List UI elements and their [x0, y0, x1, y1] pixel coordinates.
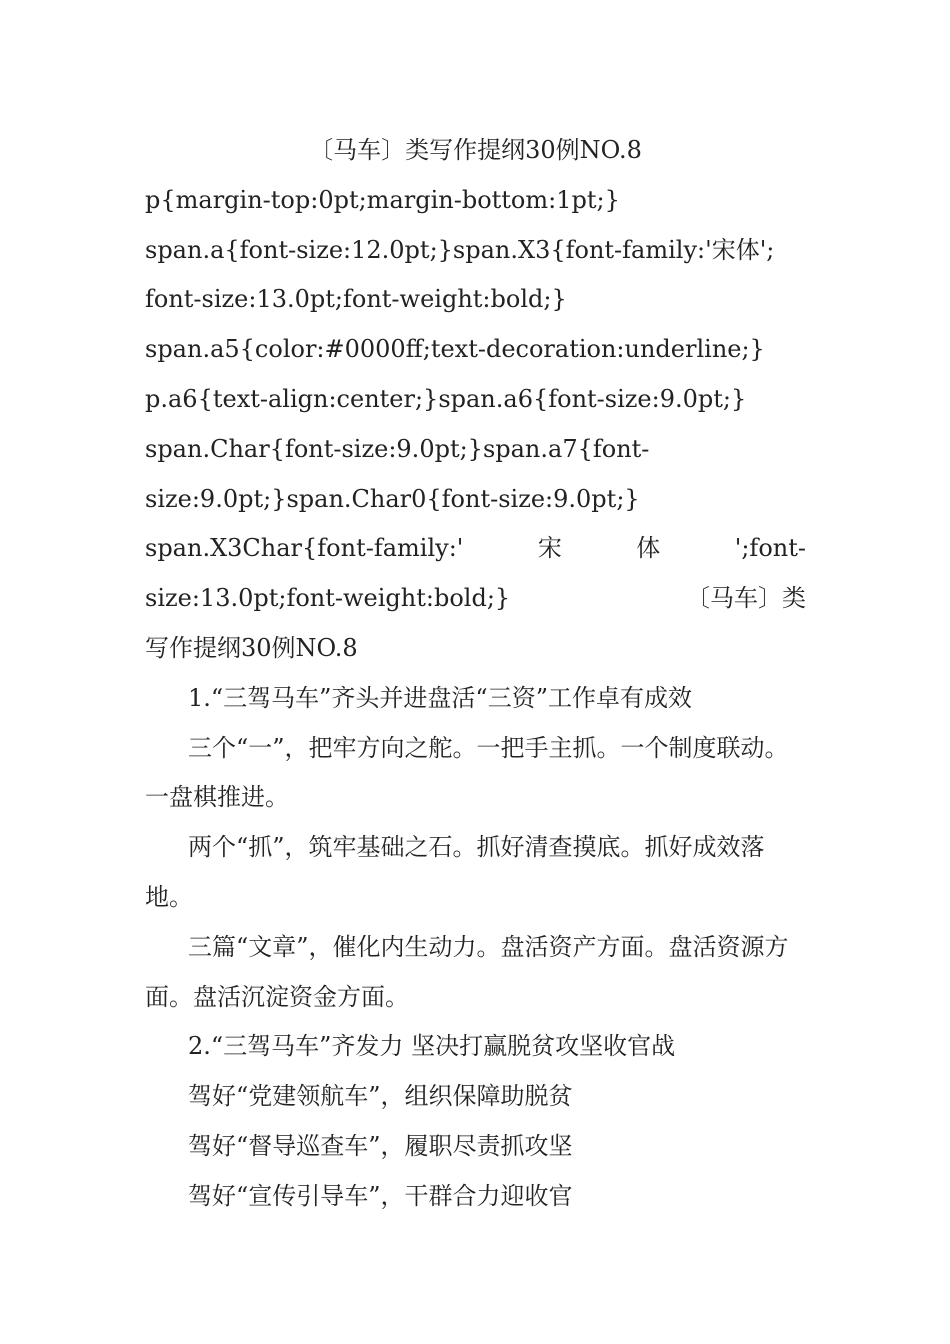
css-line: size:9.0pt;}span.Char0{font-size:9.0pt;} — [145, 484, 640, 513]
css-line: span.Char{font-size:9.0pt;}span.a7{font- — [145, 434, 650, 463]
css-line: span.a{font-size:12.0pt;}span.X3{font-family:'宋体'; — [145, 235, 775, 264]
list-item: 驾好“宣传引导车”，干群合力迎收官 — [188, 1181, 573, 1210]
css-line: p.a6{text-align:center;}span.a6{font-size:9.0pt;} — [145, 384, 747, 413]
body-paragraph: 两个“抓”，筑牢基础之石。抓好清查摸底。抓好成效落地。 — [145, 833, 765, 911]
css-line: font-size:13.0pt;font-weight:bold;} — [145, 285, 567, 314]
document-body — [145, 126, 806, 1222]
css-fragment: ';font- — [734, 534, 806, 563]
css-line: p{margin-top:0pt;margin-bottom:1pt;} — [145, 185, 620, 214]
body-paragraph: 三个“一”，把牢方向之舵。一把手主抓。一个制度联动。一盘棋推进。 — [145, 733, 789, 812]
list-item: 驾好“督导巡查车”，履职尽责抓攻坚 — [188, 1131, 573, 1160]
css-line-justified — [145, 524, 806, 574]
css-line: span.a5{color:#0000ff;text-decoration:underline;} — [145, 335, 765, 364]
css-fragment: 体 — [636, 534, 661, 563]
css-fragment: 宋 — [537, 534, 562, 563]
css-line-with-title — [145, 574, 806, 624]
title-repeat-head: 〔马车〕类 — [686, 584, 806, 613]
css-fragment: span.X3Char{font-family:' — [145, 534, 464, 563]
list-item: 驾好“党建领航车”，组织保障助脱贫 — [188, 1082, 573, 1111]
css-fragment: size:13.0pt;font-weight:bold;} — [145, 584, 511, 613]
section-heading: 2.“三驾马车”齐发力 坚决打赢脱贫攻坚收官战 — [188, 1032, 676, 1061]
document-title: 〔马车〕类写作提纲30例NO.8 — [309, 136, 642, 164]
section-heading: 1.“三驾马车”齐头并进盘活“三资”工作卓有成效 — [188, 683, 692, 712]
title-repeat-tail: 写作提纲30例NO.8 — [145, 633, 358, 662]
body-paragraph: 三篇“文章”，催化内生动力。盘活资产方面。盘活资源方面。盘活沉淀资金方面。 — [145, 932, 789, 1011]
